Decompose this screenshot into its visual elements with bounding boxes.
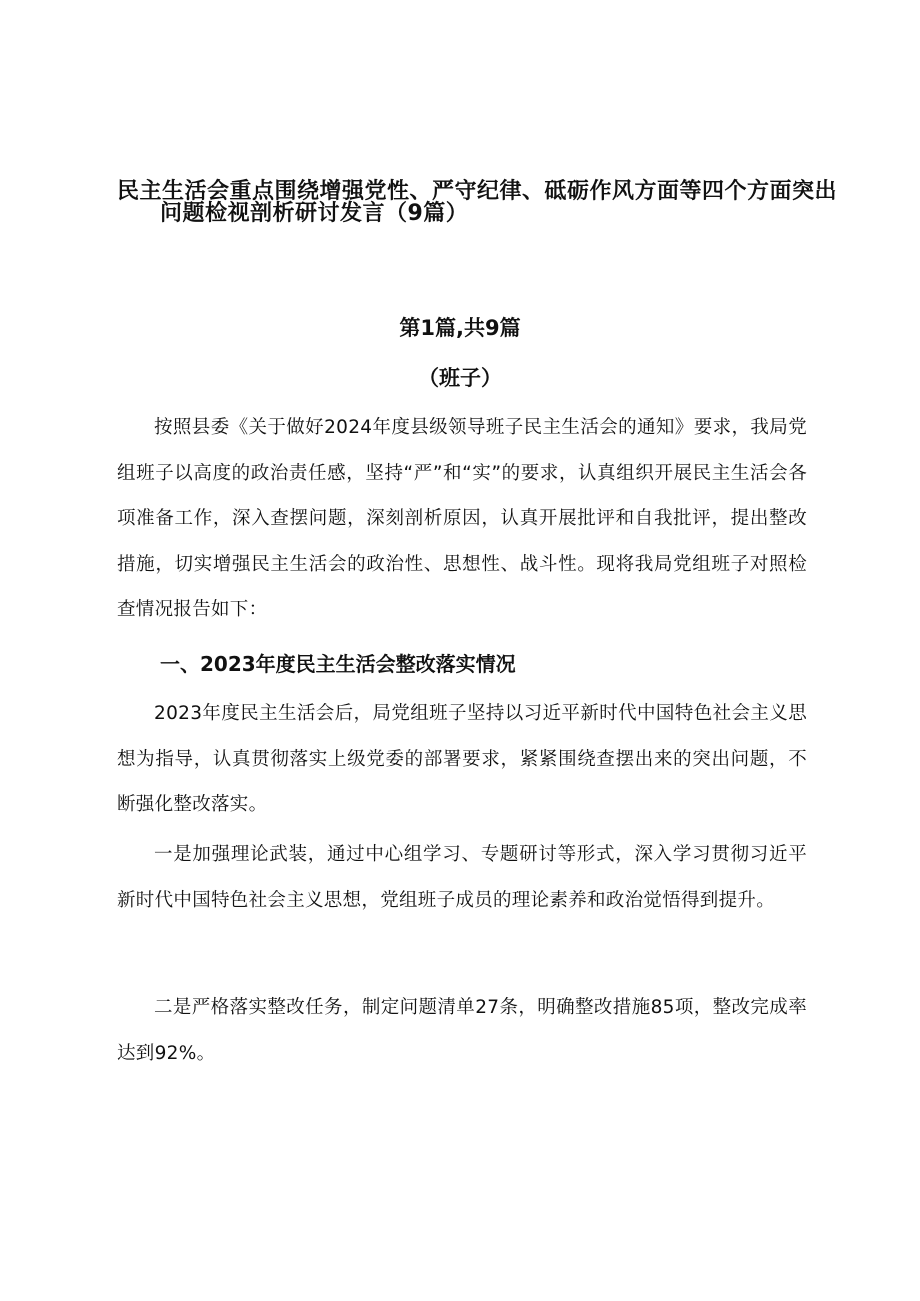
section-heading: 一、2023年度民主生活会整改落实情况 [160,652,516,676]
part-label: 第1篇,共9篇 [399,316,521,340]
section-paragraph-1: 2023年度民主生活会后，局党组班子坚持以习近平新时代中国特色社会主义思想为指导，认真贯彻落实上级党委的部署要求，紧紧围绕查摆出来的突出问题，不断强化整改落实。 [117,703,807,816]
section-paragraph-3: 二是严格落实整改任务，制定问题清单27条，明确整改措施85项，整改完成率达到92%。 [117,997,807,1064]
section-paragraph-2: 一是加强理论武装，通过中心组学习、专题研讨等形式，深入学习贯彻习近平新时代中国特色社会主义思想，党组班子成员的理论素养和政治觉悟得到提升。 [117,844,807,911]
subtitle: （班子） [418,366,502,390]
document-title-line-2: 问题检视剖析研讨发言（9篇） [160,201,469,226]
intro-paragraph: 按照县委《关于做好2024年度县级领导班子民主生活会的通知》要求，我局党组班子以高度的政治责任感，坚持“严”和“实”的要求，认真组织开展民主生活会各项准备工作，深入查摆问题，深刻剖析原因，认真开展批评和自我批评，提出整改措施，切实增强民主生活会的政治性、思想性、战斗性。现将我局党组班子对照检查情况报告如下： [117,417,807,621]
document-title-line-1: 民主生活会重点围绕增强党性、严守纪律、砥砺作风方面等四个方面突出 [117,179,838,204]
